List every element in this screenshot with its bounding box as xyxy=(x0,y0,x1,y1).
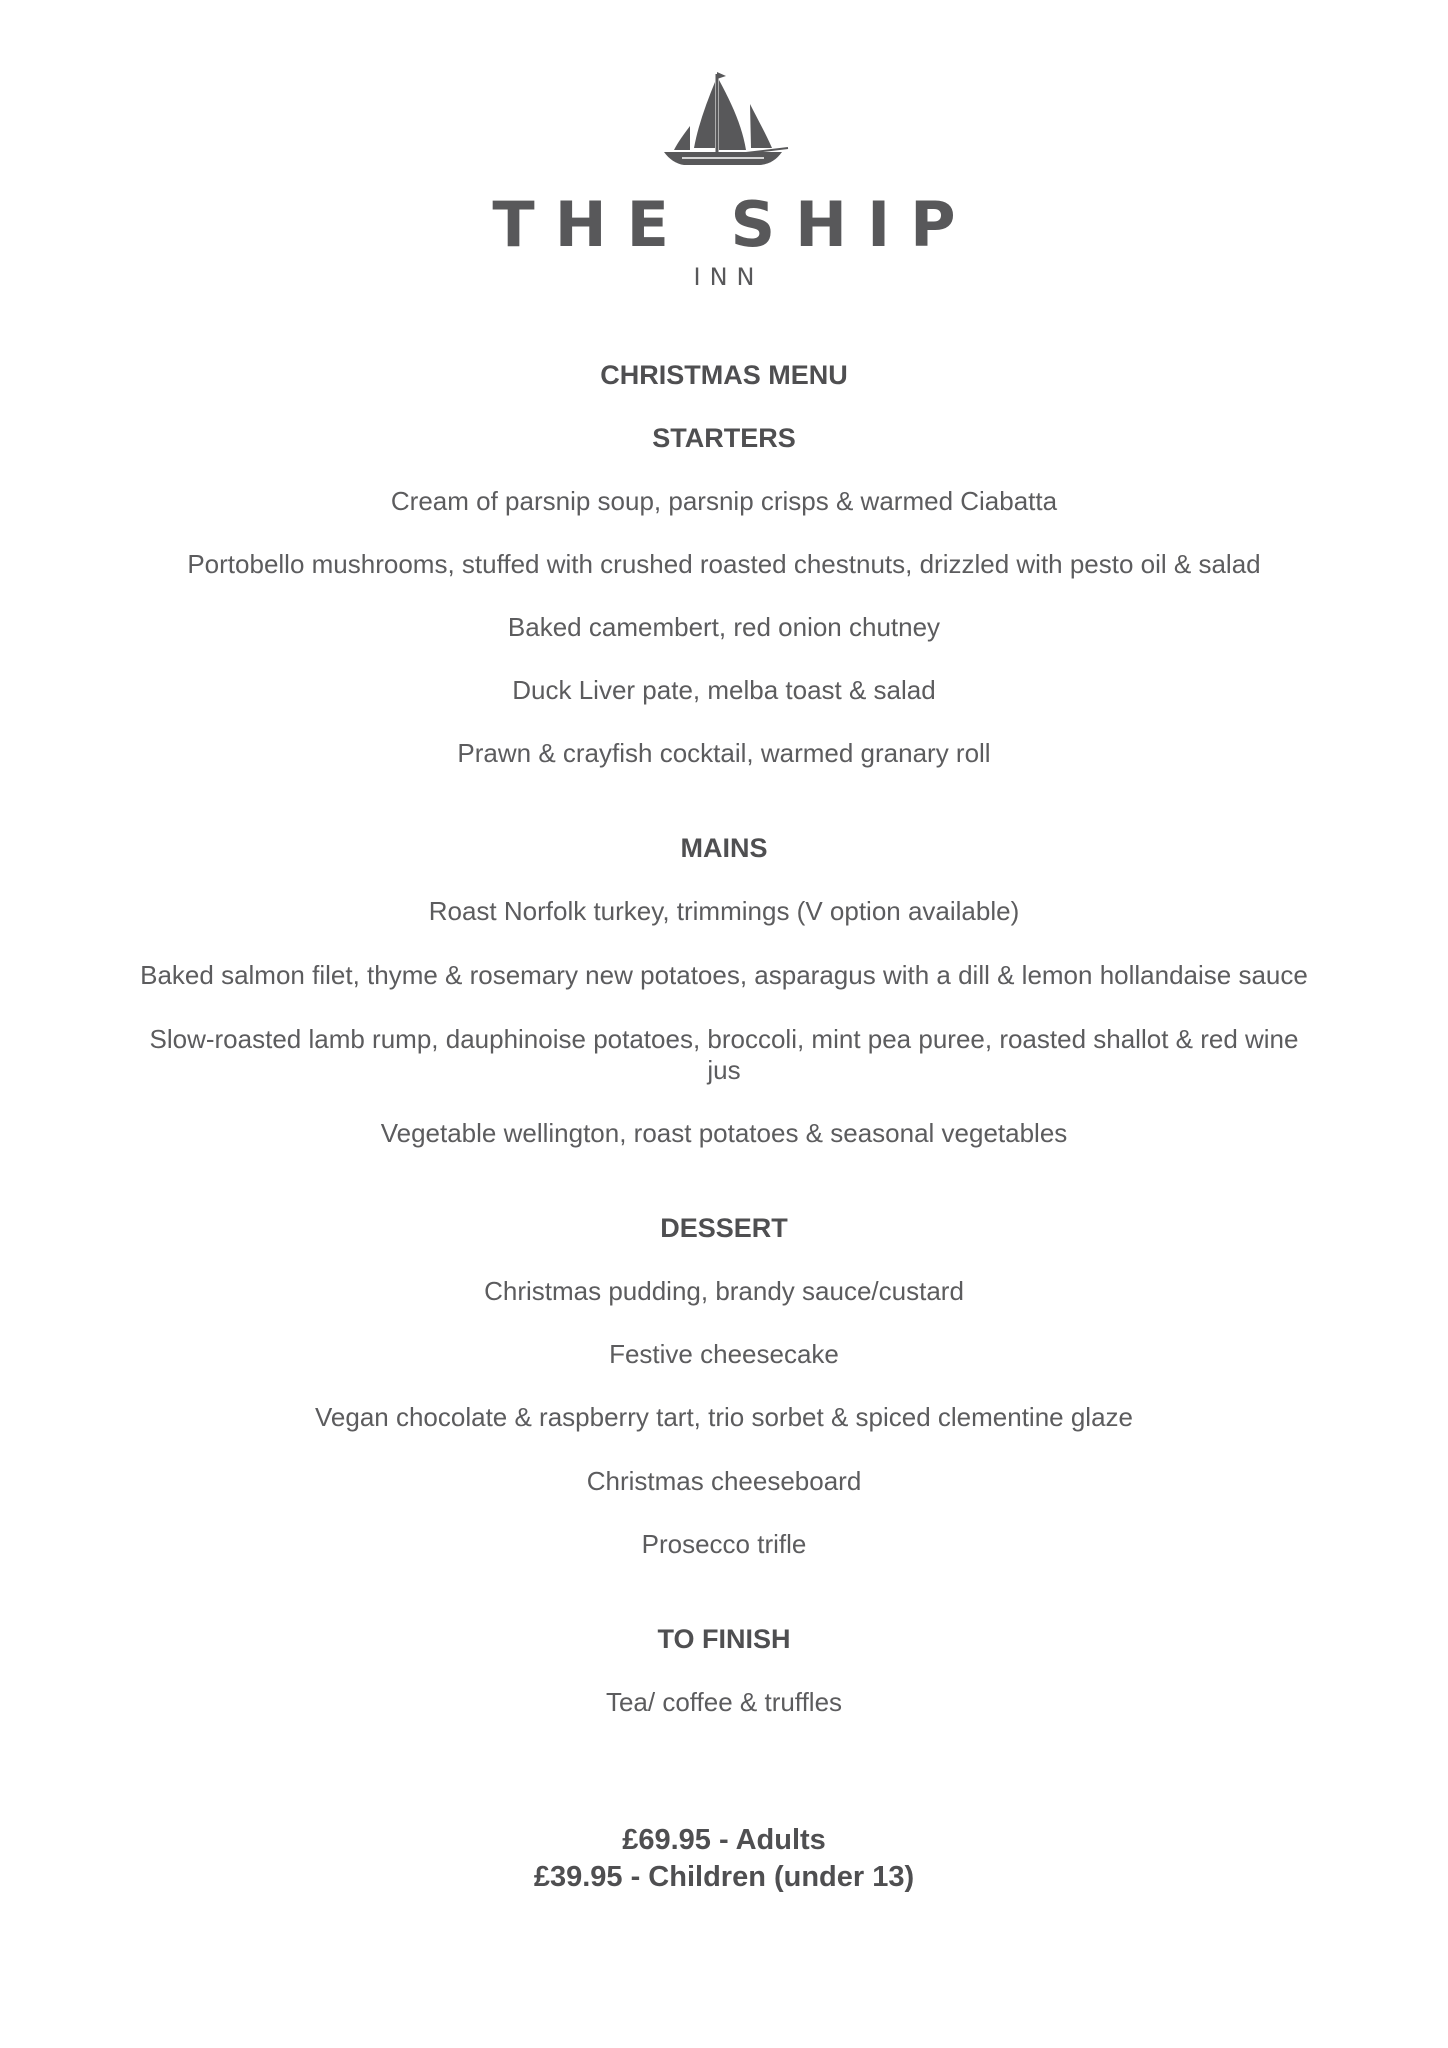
starter-item: Baked camembert, red onion chutney xyxy=(507,612,941,642)
to-finish-heading: TO FINISH xyxy=(657,1624,791,1654)
dessert-item: Vegan chocolate & raspberry tart, trio sorbet & spiced clementine glaze xyxy=(315,1402,1133,1432)
brand-name: THE SHIP xyxy=(492,188,976,261)
price-adults: £69.95 - Adults xyxy=(622,1824,826,1856)
dessert-item: Festive cheesecake xyxy=(609,1339,839,1369)
starter-item: Duck Liver pate, melba toast & salad xyxy=(512,675,936,705)
starter-item: Prawn & crayfish cocktail, warmed granary roll xyxy=(457,738,991,768)
starter-item: Portobello mushrooms, stuffed with crushed roasted chestnuts, drizzled with pesto oil & salad xyxy=(187,549,1261,579)
ship-icon xyxy=(654,68,794,168)
brand-subtitle: INN xyxy=(693,263,764,291)
main-item: Baked salmon filet, thyme & rosemary new potatoes, asparagus with a dill & lemon hollandaise sauce xyxy=(140,960,1308,990)
logo xyxy=(0,68,1448,168)
main-item: Vegetable wellington, roast potatoes & seasonal vegetables xyxy=(380,1118,1068,1148)
dessert-item: Prosecco trifle xyxy=(641,1529,807,1559)
main-item: Roast Norfolk turkey, trimmings (V option available) xyxy=(428,896,1020,926)
main-item: Slow-roasted lamb rump, dauphinoise potatoes, broccoli, mint pea puree, roasted shallot & red wine jus xyxy=(149,1024,1299,1085)
dessert-item: Christmas pudding, brandy sauce/custard xyxy=(484,1276,964,1306)
mains-heading: MAINS xyxy=(680,833,768,863)
menu-title: CHRISTMAS MENU xyxy=(600,360,848,390)
dessert-heading: DESSERT xyxy=(660,1213,788,1243)
finish-item: Tea/ coffee & truffles xyxy=(605,1687,843,1717)
starters-heading: STARTERS xyxy=(652,423,796,453)
dessert-item: Christmas cheeseboard xyxy=(586,1466,862,1496)
starter-item: Cream of parsnip soup, parsnip crisps & warmed Ciabatta xyxy=(390,486,1058,516)
price-children: £39.95 - Children (under 13) xyxy=(533,1861,915,1893)
